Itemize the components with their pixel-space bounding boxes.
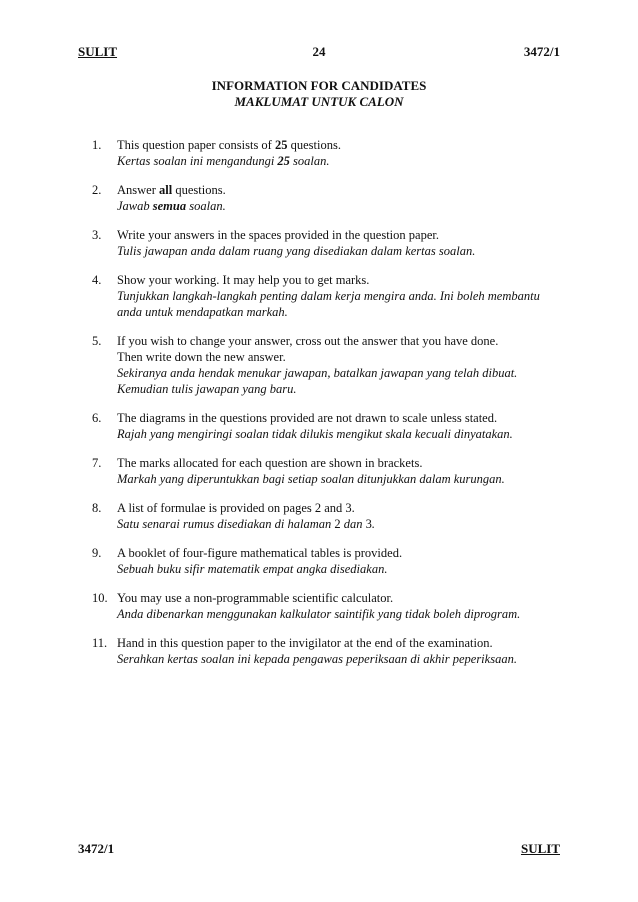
instruction-malay: Anda dibenarkan menggunakan kalkulator saintifik yang tidak boleh diprogram. (117, 607, 521, 621)
instruction-malay: Kertas soalan ini mengandungi 25 soalan. (117, 154, 330, 168)
list-item (92, 545, 572, 577)
item-number: 8. (92, 501, 102, 515)
item-number: 1. (92, 138, 102, 152)
title-malay: MAKLUMAT UNTUK CALON (234, 94, 404, 109)
list-item (92, 455, 572, 487)
list-item (92, 272, 572, 320)
list-item (92, 590, 572, 622)
instruction-malay: anda untuk mendapatkan markah. (117, 305, 288, 319)
item-number: 6. (92, 411, 102, 425)
item-number: 11. (92, 636, 108, 650)
list-item (92, 410, 572, 442)
instruction-english: You may use a non-programmable scientific calculator. (117, 591, 394, 605)
instruction-malay: Sebuah buku sifir matematik empat angka disediakan. (117, 562, 388, 576)
page-title (0, 78, 638, 110)
instruction-english: Show your working. It may help you to get marks. (117, 273, 370, 287)
instruction-malay: Sekiranya anda hendak menukar jawapan, batalkan jawapan yang telah dibuat. (117, 366, 518, 380)
list-item (92, 227, 572, 259)
item-number: 10. (92, 591, 108, 605)
instruction-malay: Kemudian tulis jawapan yang baru. (117, 382, 297, 396)
list-item (92, 333, 572, 397)
instruction-english: A list of formulae is provided on pages 2 and 3. (117, 501, 355, 515)
item-number: 4. (92, 273, 102, 287)
instruction-english: The diagrams in the questions provided are not drawn to scale unless stated. (117, 411, 498, 425)
footer-paper-code: 3472/1 (78, 841, 115, 856)
item-number: 9. (92, 546, 102, 560)
page-number: 24 (312, 44, 326, 59)
instruction-malay: Jawab semua soalan. (117, 199, 226, 213)
item-number: 7. (92, 456, 102, 470)
instruction-english: If you wish to change your answer, cross out the answer that you have done. (117, 334, 499, 348)
list-item (92, 635, 572, 667)
instruction-malay: Markah yang diperuntukkan bagi setiap soalan ditunjukkan dalam kurungan. (117, 472, 505, 486)
list-item (92, 500, 572, 532)
item-number: 3. (92, 228, 102, 242)
instruction-english: Answer all questions. (117, 183, 226, 197)
instruction-english: The marks allocated for each question are shown in brackets. (117, 456, 423, 470)
instructions-list (92, 137, 572, 667)
instruction-english: A booklet of four-figure mathematical tables is provided. (117, 546, 403, 560)
page-footer (78, 841, 560, 857)
instruction-malay: Tunjukkan langkah-langkah penting dalam kerja mengira anda. Ini boleh membantu (117, 289, 540, 303)
list-item (92, 137, 572, 169)
instruction-malay: Serahkan kertas soalan ini kepada pengawas peperiksaan di akhir peperiksaan. (117, 652, 517, 666)
instruction-malay: Rajah yang mengiringi soalan tidak dilukis mengikut skala kecuali dinyatakan. (117, 427, 513, 441)
instruction-english: Hand in this question paper to the invigilator at the end of the examination. (117, 636, 493, 650)
instruction-english: Then write down the new answer. (117, 350, 286, 364)
item-number: 5. (92, 334, 102, 348)
instruction-malay: Tulis jawapan anda dalam ruang yang disediakan dalam kertas soalan. (117, 244, 476, 258)
page-header (78, 44, 560, 60)
instruction-malay: Satu senarai rumus disediakan di halaman 2 dan 3. (117, 517, 375, 531)
list-item (92, 182, 572, 214)
footer-classification: SULIT (520, 841, 560, 856)
title-english: INFORMATION FOR CANDIDATES (211, 78, 427, 93)
header-paper-code: 3472/1 (523, 44, 560, 59)
item-number: 2. (92, 183, 102, 197)
header-classification: SULIT (78, 44, 118, 59)
instruction-english: Write your answers in the spaces provided in the question paper. (117, 228, 439, 242)
instruction-english: This question paper consists of 25 questions. (117, 138, 341, 152)
